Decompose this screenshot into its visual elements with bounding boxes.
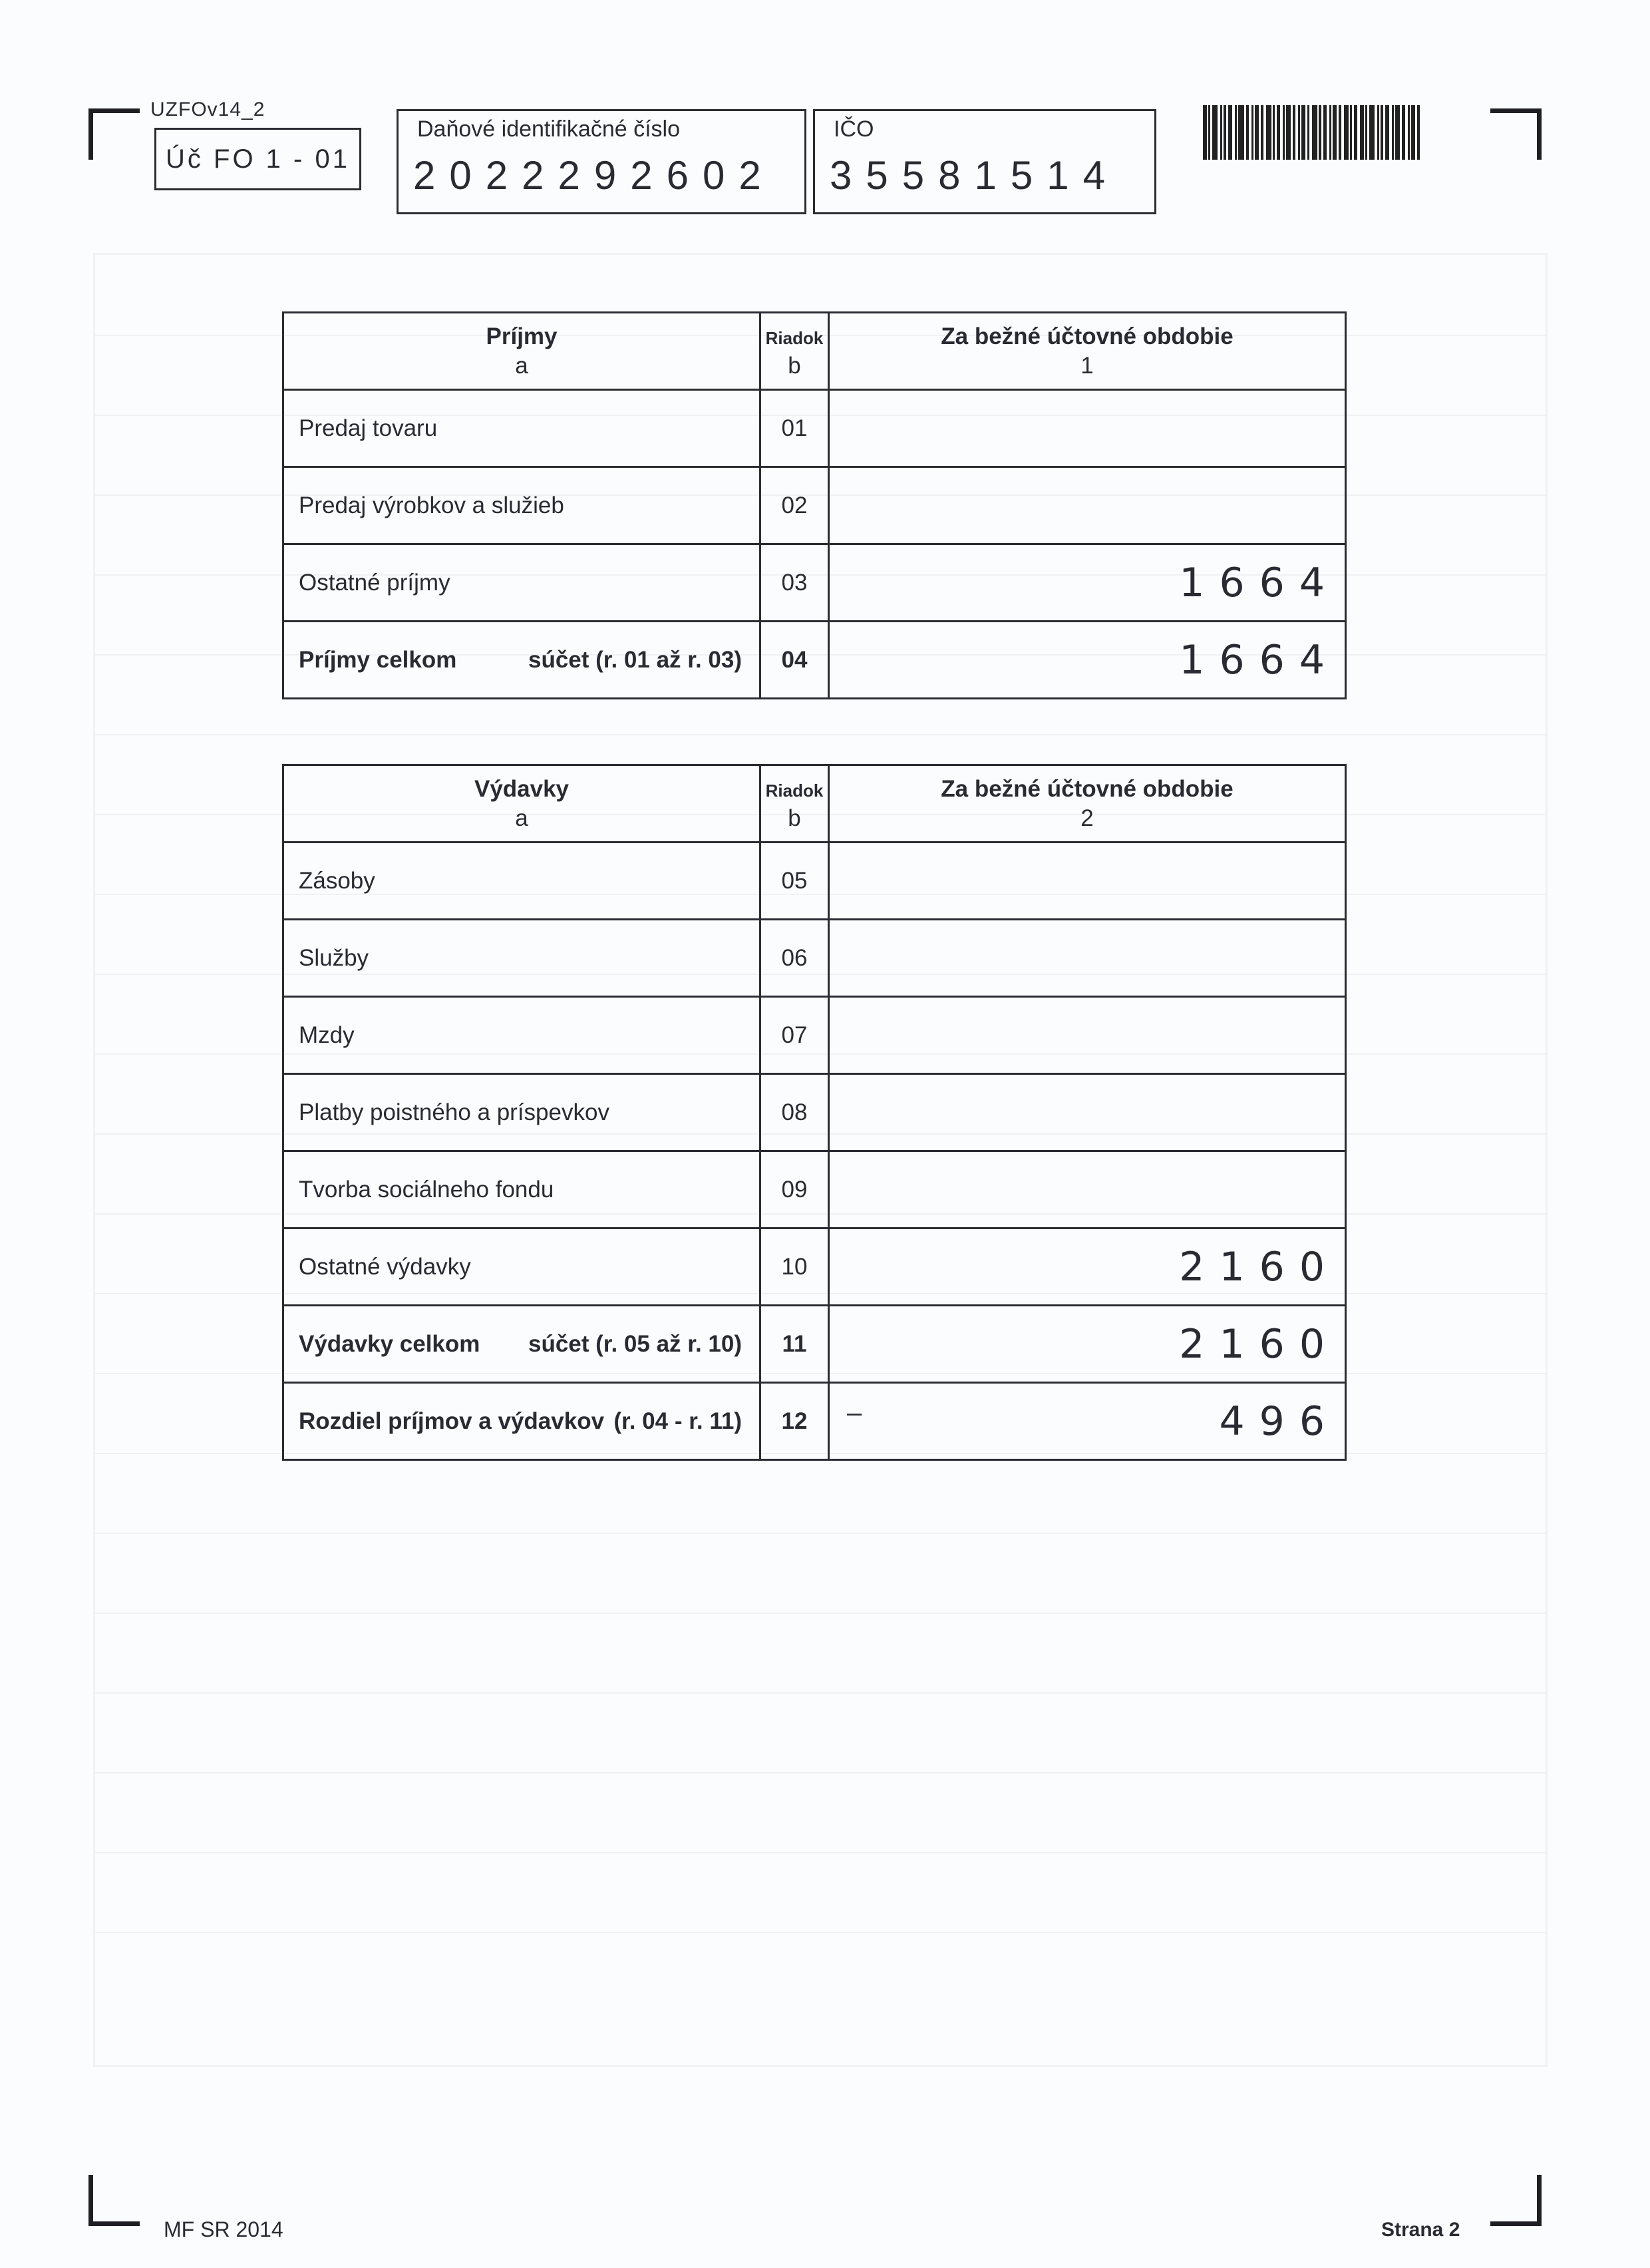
row-value[interactable]: 1664 (829, 544, 1346, 622)
barcode-bar (1312, 105, 1317, 160)
footer-issuer: MF SR 2014 (164, 2217, 283, 2241)
row-label: Predaj výrobkov a služieb (283, 467, 760, 544)
row-value[interactable] (829, 843, 1346, 920)
barcode-bar (1283, 105, 1285, 160)
income-period-col-header: Za bežné účtovné obdobie 1 (829, 313, 1346, 390)
expense-col-title: Výdavky a (283, 765, 760, 843)
row-value[interactable] (829, 920, 1346, 997)
expense-period-col-header: Za bežné účtovné obdobie 2 (829, 765, 1346, 843)
income-col-title: Príjmy a (283, 313, 760, 390)
table-row (283, 1151, 1346, 1228)
form-code: UZFOv14_2 (150, 98, 265, 120)
barcode-bar (1212, 105, 1218, 160)
barcode-bar (1402, 105, 1405, 160)
ico-box (813, 109, 1156, 214)
difference-label: Rozdiel príjmov a výdavkov (299, 1408, 605, 1434)
barcode-bar (1266, 105, 1271, 160)
barcode-bar (1323, 105, 1327, 160)
total-formula: súčet (r. 01 až r. 03) (528, 646, 742, 673)
barcode-bar (1385, 105, 1389, 160)
row-label: Služby (283, 920, 760, 997)
barcode-bar (1277, 105, 1280, 160)
tax-id-label: Daňové identifikačné číslo (417, 116, 681, 142)
form-id-box: Úč FO 1 - 01 (154, 128, 361, 190)
row-number: 05 (760, 843, 829, 920)
corner-mark-top-right (1490, 108, 1542, 160)
row-label: Mzdy (283, 997, 760, 1074)
barcode-bar (1417, 105, 1420, 160)
row-number: 09 (760, 1151, 829, 1228)
row-label: Predaj tovaru (283, 390, 760, 467)
row-label: Ostatné výdavky (283, 1228, 760, 1306)
row-value[interactable]: 2160 (829, 1228, 1346, 1306)
barcode-bar (1319, 105, 1321, 160)
expense-row-col-header: Riadok b (760, 765, 829, 843)
table-row (283, 1074, 1346, 1151)
row-label: Platby poistného a príspevkov (283, 1074, 760, 1151)
total-label: Príjmy celkom (299, 646, 457, 673)
barcode-bar (1293, 105, 1295, 160)
barcode-bar (1411, 105, 1415, 160)
barcode-bar (1392, 105, 1394, 160)
difference-row (283, 1383, 1346, 1460)
row-number: 10 (760, 1228, 829, 1306)
barcode-bar (1365, 105, 1367, 160)
row-number: 03 (760, 544, 829, 622)
total-label-cell (283, 1306, 760, 1383)
barcode-bar (1228, 105, 1232, 160)
page-number: Strana 2 (1381, 2219, 1460, 2241)
barcode-bar (1329, 105, 1331, 160)
barcode-bar (1301, 105, 1305, 160)
row-number: 04 (760, 622, 829, 699)
total-label-cell (283, 622, 760, 699)
row-number: 02 (760, 467, 829, 544)
corner-mark-bottom-right (1490, 2175, 1542, 2226)
barcode-bar (1333, 105, 1337, 160)
row-value[interactable] (829, 467, 1346, 544)
barcode-bar (1203, 105, 1207, 160)
barcode-bar (1220, 105, 1222, 160)
barcode-bar (1369, 105, 1375, 160)
barcode-bar (1350, 105, 1352, 160)
row-label: Zásoby (283, 843, 760, 920)
table-row (283, 544, 1346, 622)
table-row (283, 920, 1346, 997)
row-number: 11 (760, 1306, 829, 1383)
row-value[interactable] (829, 1074, 1346, 1151)
corner-mark-bottom-left (88, 2175, 140, 2226)
row-label: Tvorba sociálneho fondu (283, 1151, 760, 1228)
table-row (283, 390, 1346, 467)
barcode-bar (1261, 105, 1263, 160)
barcode-bar (1339, 105, 1341, 160)
barcode-bar (1255, 105, 1259, 160)
row-number: 01 (760, 390, 829, 467)
ico-value: 35581514 (830, 153, 1119, 198)
table-row (283, 1228, 1346, 1306)
barcode-bar (1344, 105, 1349, 160)
difference-formula: (r. 04 - r. 11) (613, 1408, 742, 1434)
barcode-bar (1224, 105, 1226, 160)
minus-sign: – (847, 1398, 862, 1427)
tax-id-value: 2022292602 (413, 153, 775, 198)
row-number: 07 (760, 997, 829, 1074)
corner-mark-top-left (88, 108, 140, 160)
barcode-bar (1251, 105, 1253, 160)
barcode-bar (1381, 105, 1383, 160)
row-value[interactable] (829, 1151, 1346, 1228)
expense-table (282, 764, 1347, 1461)
barcode-bar (1360, 105, 1364, 160)
total-row (283, 1306, 1346, 1383)
barcode-bar (1307, 105, 1309, 160)
table-row (283, 467, 1346, 544)
total-value[interactable]: 2160 (829, 1306, 1346, 1383)
ico-label: IČO (834, 116, 874, 142)
barcode-bar (1408, 105, 1410, 160)
row-value[interactable] (829, 997, 1346, 1074)
barcode-bar (1208, 105, 1210, 160)
barcode (1203, 105, 1442, 160)
barcode-bar (1246, 105, 1249, 160)
income-row-col-header: Riadok b (760, 313, 829, 390)
total-row (283, 622, 1346, 699)
row-label: Ostatné príjmy (283, 544, 760, 622)
barcode-bar (1377, 105, 1379, 160)
row-value[interactable] (829, 390, 1346, 467)
total-label: Výdavky celkom (299, 1330, 480, 1357)
income-table (282, 311, 1347, 699)
total-formula: súčet (r. 05 až r. 10) (528, 1330, 742, 1357)
total-value[interactable]: 1664 (829, 622, 1346, 699)
table-row (283, 843, 1346, 920)
barcode-bar (1286, 105, 1291, 160)
row-number: 06 (760, 920, 829, 997)
barcode-bar (1273, 105, 1275, 160)
row-number: 12 (760, 1383, 829, 1460)
tax-id-box (397, 109, 806, 214)
table-row (283, 997, 1346, 1074)
barcode-bar (1235, 105, 1237, 160)
difference-value[interactable]: – 496 (829, 1383, 1346, 1460)
difference-label-cell (283, 1383, 760, 1460)
row-number: 08 (760, 1074, 829, 1151)
barcode-bar (1298, 105, 1300, 160)
barcode-bar (1395, 105, 1400, 160)
barcode-bar (1238, 105, 1244, 160)
barcode-bar (1354, 105, 1357, 160)
